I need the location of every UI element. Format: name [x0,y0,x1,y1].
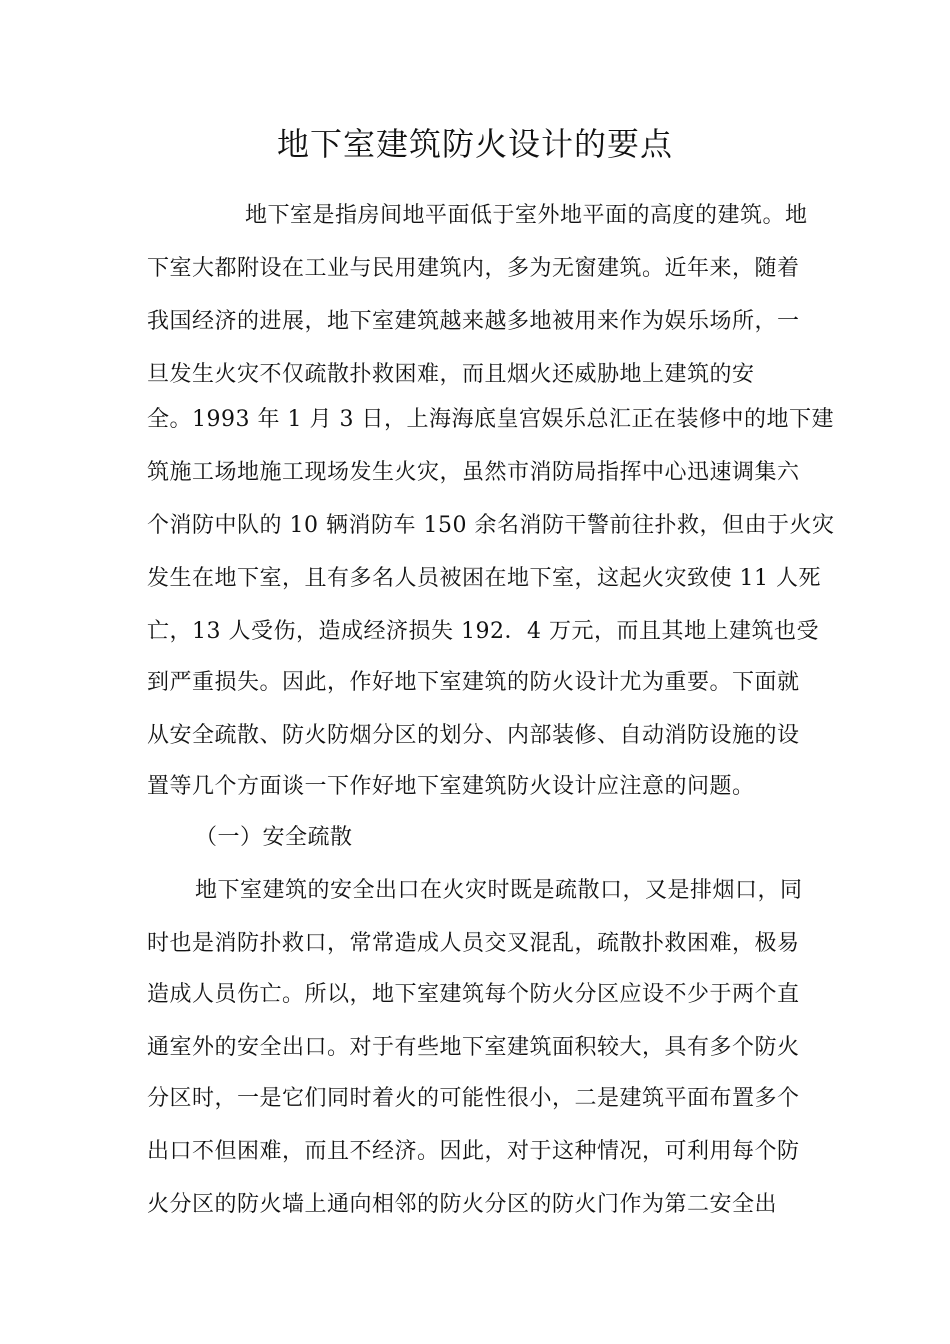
document-title: 地下室建筑防火设计的要点 [276,125,673,163]
paragraph-line: 分区时，一是它们同时着火的可能性很小，二是建筑平面布置多个 [147,1086,800,1111]
paragraph-line: 火分区的防火墙上通向相邻的防火分区的防火门作为第二安全出 [147,1192,778,1217]
paragraph-line: 发生在地下室，且有多名人员被困在地下室，这起火灾致使 11 人死 [147,566,821,591]
paragraph-line: 到严重损失。因此，作好地下室建筑的防火设计尤为重要。下面就 [147,670,800,695]
paragraph-line: 时也是消防扑救口，常常造成人员交叉混乱，疏散扑救困难，极易 [147,931,800,956]
paragraph-line: 通室外的安全出口。对于有些地下室建筑面积较大，具有多个防火 [147,1035,800,1060]
paragraph-line: 旦发生火灾不仅疏散扑救困难，而且烟火还威胁地上建筑的安 [147,362,755,387]
section-heading: （一）安全疏散 [195,825,353,850]
paragraph-line: 出口不但困难，而且不经济。因此，对于这种情况，可利用每个防 [147,1139,800,1164]
paragraph-line: 地下室建筑的安全出口在火灾时既是疏散口，又是排烟口，同 [195,878,803,903]
paragraph-line: 从安全疏散、防火防烟分区的划分、内部装修、自动消防设施的设 [147,723,800,748]
paragraph-line: 置等几个方面谈一下作好地下室建筑防火设计应注意的问题。 [147,774,755,799]
paragraph-line: 亡，13 人受伤，造成经济损失 192．4 万元，而且其地上建筑也受 [147,619,819,644]
paragraph-line: 下室大都附设在工业与民用建筑内，多为无窗建筑。近年来，随着 [147,256,800,281]
paragraph-line: 全。1993 年 1 月 3 日，上海海底皇宫娱乐总汇正在装修中的地下建 [147,407,834,432]
paragraph-line: 个消防中队的 10 辆消防车 150 余名消防干警前往扑救，但由于火灾 [147,513,835,538]
paragraph-line: 筑施工场地施工现场发生火灾，虽然市消防局指挥中心迅速调集六 [147,460,800,485]
paragraph-line: 我国经济的进展，地下室建筑越来越多地被用来作为娱乐场所，一 [147,309,800,334]
paragraph-line: 地下室是指房间地平面低于室外地平面的高度的建筑。地 [245,203,808,228]
paragraph-line: 造成人员伤亡。所以，地下室建筑每个防火分区应设不少于两个直 [147,982,800,1007]
